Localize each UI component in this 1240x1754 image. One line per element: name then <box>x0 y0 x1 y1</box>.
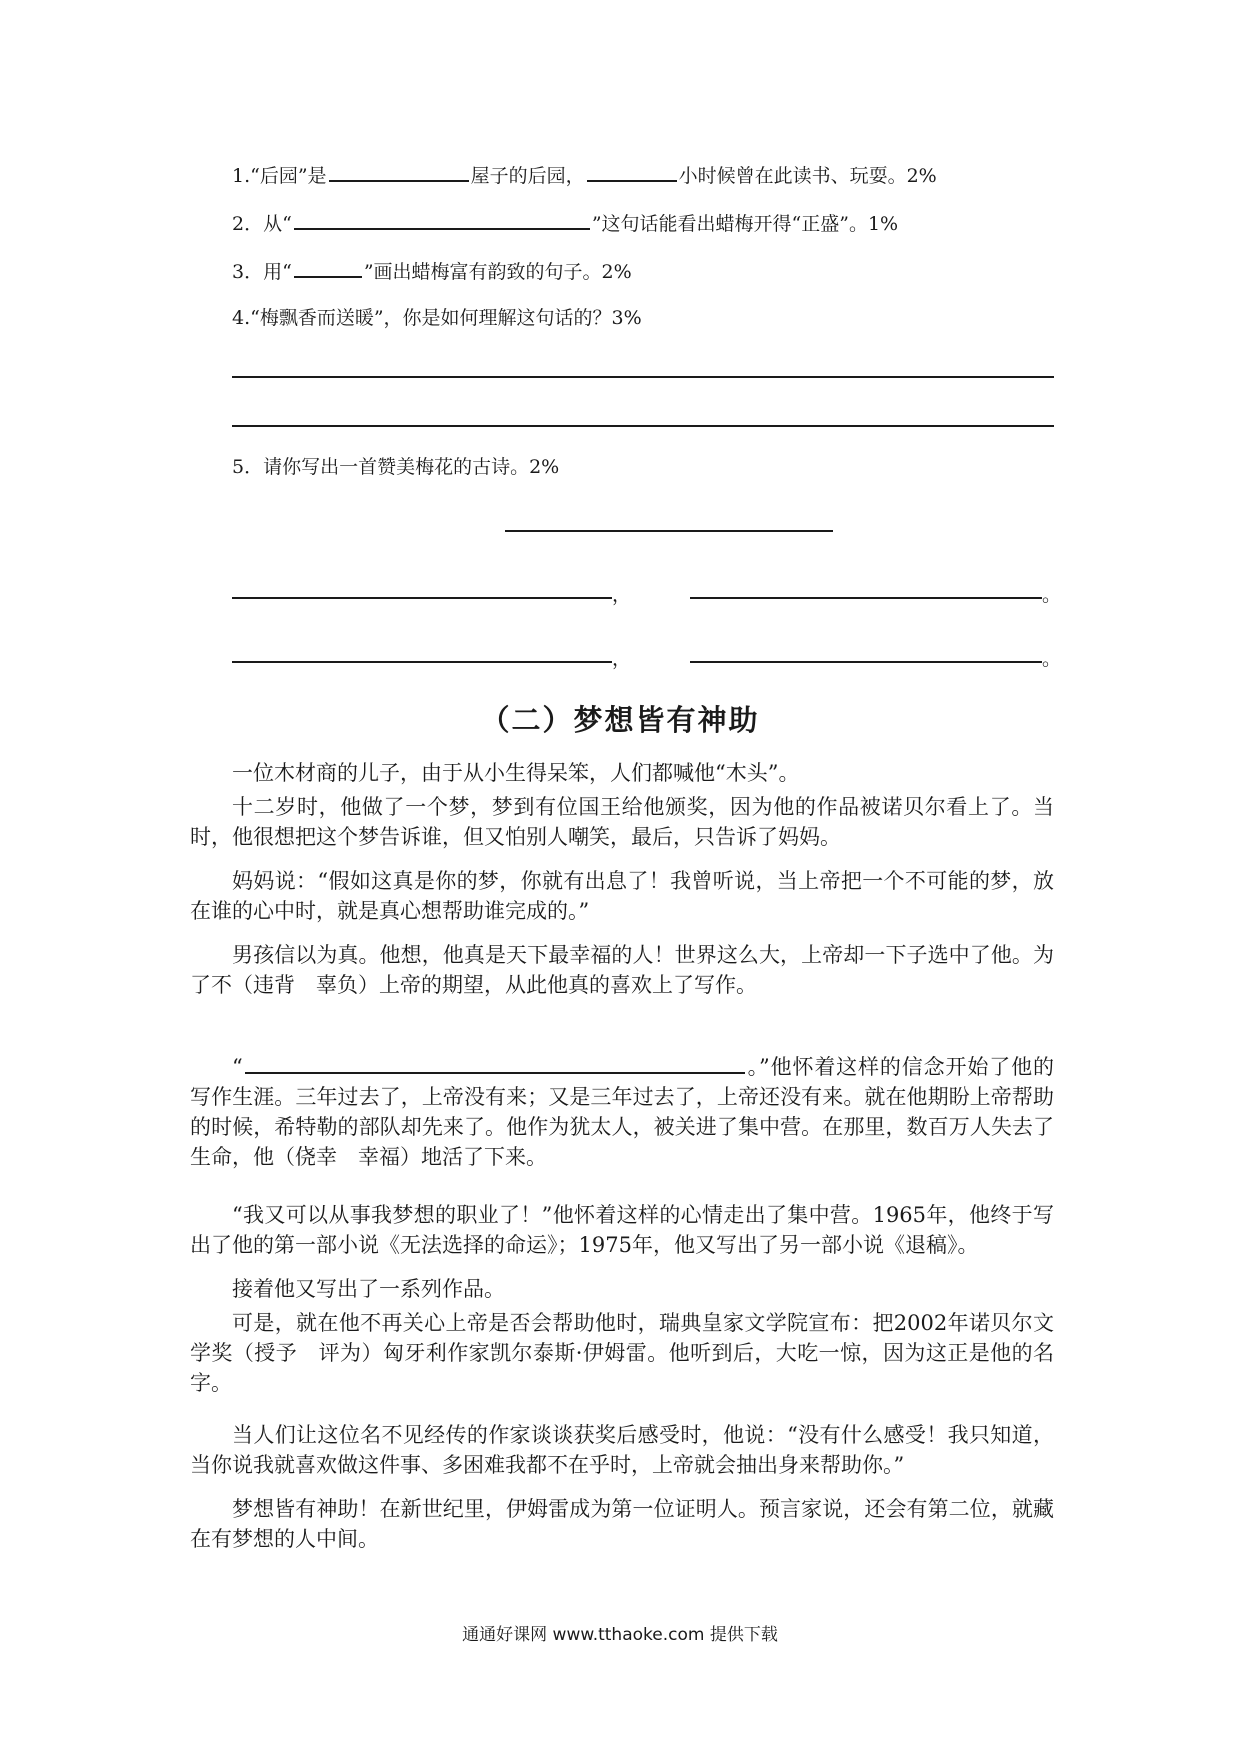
paragraph <box>190 1052 1054 1172</box>
question-1-prefix: 1.“后园”是 <box>232 165 327 187</box>
answer-line[interactable] <box>232 425 1054 427</box>
paragraph: 接着他又写出了一系列作品。 <box>232 1277 505 1301</box>
paragraph: 可是，就在他不再关心上帝是否会帮助他时，瑞典皇家文学院宣布：把2002年诺贝尔文学奖（授予 评为）匈牙利作家凯尔泰斯·伊姆雷。他听到后，大吃一惊，因为这正是他的名字。 <box>190 1311 1054 1395</box>
open-quote: “ <box>232 1055 243 1079</box>
comma: ， <box>612 584 632 606</box>
question-1 <box>232 158 937 191</box>
paragraph: 十二岁时，他做了一个梦，梦到有位国王给他颁奖，因为他的作品被诺贝尔看上了。当时，他很想把这个梦告诉谁，但又怕别人嘲笑，最后，只告诉了妈妈。 <box>190 795 1054 849</box>
paragraph: 梦想皆有神助！在新世纪里，伊姆雷成为第一位证明人。预言家说，还会有第二位，就藏在有梦想的人中间。 <box>190 1497 1054 1551</box>
question-2-prefix: 2．从“ <box>232 213 292 235</box>
poem-line[interactable] <box>690 661 1042 663</box>
question-4: 4.“梅飘香而送暖”，你是如何理解这句话的？3% <box>232 307 642 329</box>
answer-blank[interactable] <box>294 206 590 230</box>
paragraph: 男孩信以为真。他想，他真是天下最幸福的人！世界这么大，上帝却一下子选中了他。为了不（违背 辜负）上帝的期望，从此他真的喜欢上了写作。 <box>190 943 1054 997</box>
paragraph: “我又可以从事我梦想的职业了！”他怀着这样的心情走出了集中营。1965年，他终于写出了他的第一部小说《无法选择的命运》；1975年，他又写出了另一部小说《退稿》。 <box>190 1203 1054 1257</box>
period: 。 <box>1042 584 1062 606</box>
question-2-suffix: ”这句话能看出蜡梅开得“正盛”。1% <box>591 213 899 235</box>
question-1-suffix: 小时候曾在此读书、玩耍。2% <box>678 165 937 187</box>
answer-blank[interactable] <box>587 158 677 182</box>
question-2 <box>232 206 898 239</box>
answer-blank[interactable] <box>294 254 362 278</box>
question-5: 5．请你写出一首赞美梅花的古诗。2% <box>232 456 560 478</box>
paragraph: 当人们让这位名不见经传的作家谈谈获奖后感受时，他说：“没有什么感受！我只知道，当你说我就喜欢做这件事、多困难我都不在乎时，上帝就会抽出身来帮助你。” <box>190 1423 1054 1477</box>
question-1-middle: 屋子的后园， <box>470 165 585 187</box>
poem-title-line[interactable] <box>505 530 833 532</box>
answer-blank[interactable] <box>329 158 469 182</box>
footer-credit: 通通好课网 www.tthaoke.com 提供下载 <box>462 1625 778 1645</box>
answer-line[interactable] <box>232 376 1054 378</box>
paragraph: 一位木材商的儿子，由于从小生得呆笨，人们都喊他“木头”。 <box>232 761 800 785</box>
question-3-suffix: ”画出蜡梅富有韵致的句子。2% <box>363 261 632 283</box>
question-3 <box>232 254 632 287</box>
paragraph-text: 。”他怀着这样的信念开始了他的写作生涯。三年过去了，上帝没有来；又是三年过去了，上帝还没有来。就在他期盼上帝帮助的时候，希特勒的部队却先来了。他作为犹太人，被关进了集中营。在那里，数百万人失去了生命，他（侥幸 幸福）地活了下来。 <box>190 1055 1054 1169</box>
paragraph: 妈妈说：“假如这真是你的梦，你就有出息了！我曾听说，当上帝把一个不可能的梦，放在谁的心中时，就是真心想帮助谁完成的。” <box>190 869 1054 923</box>
poem-line[interactable] <box>232 661 612 663</box>
answer-blank[interactable] <box>245 1052 745 1074</box>
period: 。 <box>1042 648 1062 670</box>
poem-line[interactable] <box>690 597 1042 599</box>
poem-line[interactable] <box>232 597 612 599</box>
comma: ， <box>612 648 632 670</box>
question-3-prefix: 3．用“ <box>232 261 292 283</box>
article-title: （二）梦想皆有神助 <box>480 703 760 737</box>
